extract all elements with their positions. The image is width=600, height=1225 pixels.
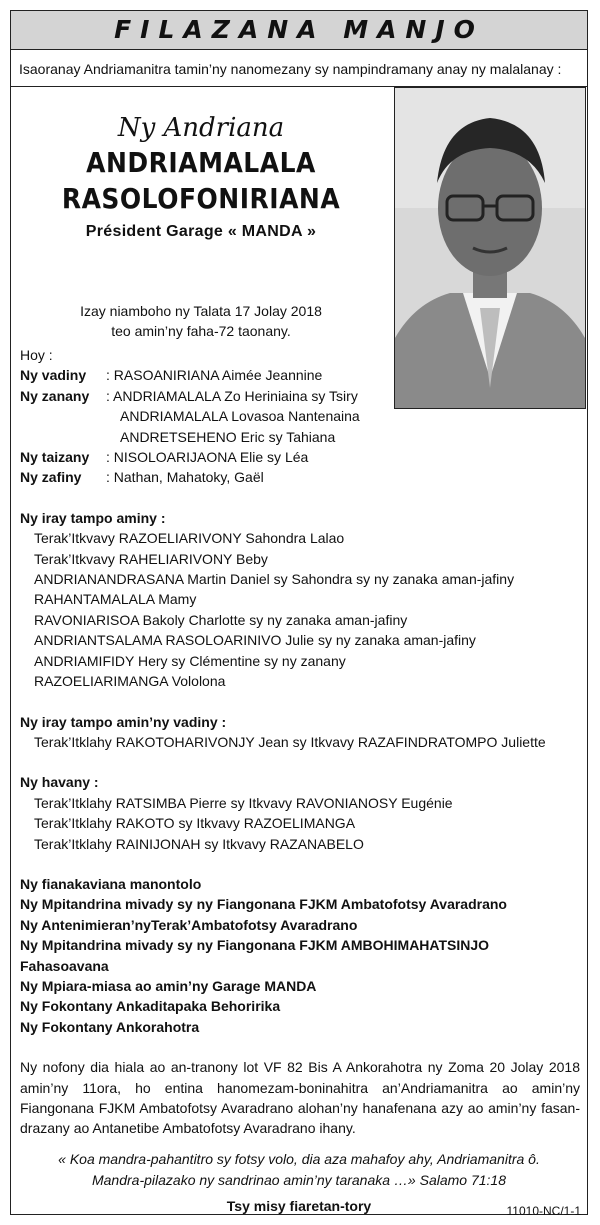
family-value: : NISOLOARIJAONA Elie sy Léa — [106, 449, 309, 466]
list-item: Terak’Itkvavy RAHELIARIVONY Beby — [34, 550, 268, 567]
section-heading-tampo-vadiny: Ny iray tampo amin’ny vadiny : — [20, 713, 227, 730]
family-row-zafiny — [20, 467, 580, 487]
obituary-notice — [10, 10, 588, 1218]
list-item: Terak’Itklahy RAKOTO sy Itkvavy RAZOELIMANGA — [34, 815, 356, 832]
family-label: Ny vadiny — [20, 367, 87, 384]
organization-line: Ny fianakaviana manontolo — [20, 875, 202, 892]
family-value: ANDRETSEHENO Eric sy Tahiana — [120, 428, 336, 445]
list-item: Terak’Itklahy RATSIMBA Pierre sy Itkvavy RAVONIANOSY Eugénie — [34, 794, 453, 811]
funeral-details: Ny nofony dia hiala ao an-tranony lot VF 82 Bis A Ankorahotra ny Zoma 20 Jolay 2018 amin’ny 11ora, ho entina hanomezam-boninahitra an’Andriamanitra ao amin’ny Fiangonana FJKM Ambatofotsy Avaradrano alohan’ny hanafenana azy ao amin’ny fasan-drazany ao Antanetibe Ambatofotsy Avaradrano ihany. — [20, 1059, 580, 1137]
family-label: Ny zanany — [20, 387, 90, 404]
reference-code: 11010-NC/1-1 — [506, 1204, 581, 1218]
family-value: ANDRIAMALALA Lovasoa Nantenaina — [120, 408, 360, 425]
list-item: ANDRIANTSALAMA RASOLOARINIVO Julie sy ny zanaka aman-jafiny — [34, 632, 476, 649]
organization-line: Ny Antenimieran’nyTerak’Ambatofotsy Avaradrano — [20, 916, 358, 933]
organization-line: Ny Mpitandrina mivady sy ny Fiangonana FJKM AMBOHIMAHATSINJO Fahasoavana — [20, 937, 490, 974]
organization-line: Ny Fokontany Ankorahotra — [20, 1018, 200, 1035]
quote-line1: « Koa mandra-pahantitro sy fotsy volo, dia aza mahafoy ahy, Andriamanitra ô. — [58, 1151, 540, 1167]
notice-title: FILAZANA MANJO — [114, 15, 484, 44]
list-item: Terak’Itklahy RAINIJONAH sy Itkvavy RAZANABELO — [34, 835, 364, 852]
bible-quote — [11, 1149, 587, 1191]
closing-text: Tsy misy fiaretan-tory — [226, 1198, 372, 1214]
intro-text: Isaoranay Andriamanitra tamin’ny nanomezany sy nampindramany anay ny malalanay : — [19, 61, 562, 77]
family-value: : RASOANIRIANA Aimée Jeannine — [106, 367, 323, 384]
family-row-vadiny — [20, 365, 580, 385]
notice-body — [20, 345, 580, 1139]
honorific: Ny Andriana — [117, 113, 285, 143]
deceased-name-line2: RASOLOFONIRIANA — [61, 182, 341, 215]
deceased-title-block — [11, 111, 391, 241]
list-item: ANDRIANANDRASANA Martin Daniel sy Sahondra sy ny zanaka aman-jafiny — [34, 571, 515, 588]
family-label: Ny zafiny — [20, 469, 82, 486]
section-heading-havany: Ny havany : — [20, 774, 99, 791]
list-item: RAZOELIARIMANGA Vololona — [34, 673, 226, 690]
deceased-role: Président Garage « MANDA » — [85, 223, 317, 240]
death-details — [11, 301, 391, 341]
death-age: teo amin’ny faha-72 taonany. — [111, 323, 291, 339]
list-item: RAVONIARISOA Bakoly Charlotte sy ny zanaka aman-jafiny — [34, 611, 408, 628]
notice-header — [11, 11, 587, 50]
organization-line: Ny Fokontany Ankaditapaka Behoririka — [20, 998, 281, 1015]
organization-line: Ny Mpitandrina mivady sy ny Fiangonana FJKM Ambatofotsy Avaradrano — [20, 896, 507, 913]
list-item: Terak’Itkvavy RAZOELIARIVONY Sahondra Lalao — [34, 530, 345, 547]
family-row-taizany — [20, 447, 580, 467]
death-date: Izay niamboho ny Talata 17 Jolay 2018 — [80, 303, 322, 319]
family-intro: Hoy : — [20, 347, 53, 363]
organization-line: Ny Mpiara-miasa ao amin’ny Garage MANDA — [20, 977, 317, 994]
family-value: : ANDRIAMALALA Zo Heriniaina sy Tsiry — [106, 387, 358, 404]
list-item: RAHANTAMALALA Mamy — [34, 591, 197, 608]
deceased-name-line1: ANDRIAMALALA — [86, 146, 316, 179]
family-row-zanany — [20, 386, 580, 447]
family-value: : Nathan, Mahatoky, Gaël — [106, 469, 264, 486]
list-item: ANDRIAMIFIDY Hery sy Clémentine sy ny zanany — [34, 652, 346, 669]
list-item: Terak’Itklahy RAKOTOHARIVONJY Jean sy Itkvavy RAZAFINDRATOMPO Juliette — [34, 733, 546, 750]
quote-line2: Mandra-pilazako ny sandrinao amin’ny taranaka …» Salamo 71:18 — [91, 1172, 506, 1188]
section-heading-tampo: Ny iray tampo aminy : — [20, 509, 166, 526]
family-label: Ny taizany — [20, 449, 90, 466]
